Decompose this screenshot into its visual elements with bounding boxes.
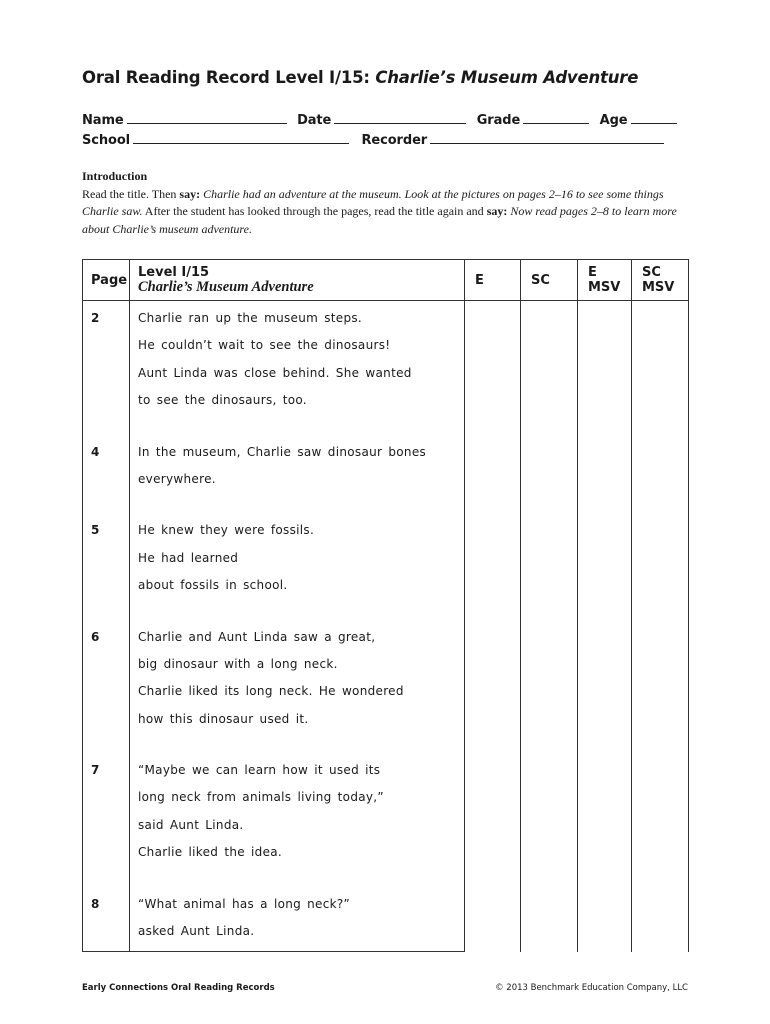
page-title	[82, 68, 638, 87]
page-number: 2	[91, 311, 100, 325]
school-label: School	[82, 133, 131, 148]
page-number: 8	[91, 896, 100, 911]
e-column[interactable]	[465, 301, 521, 952]
text-line: “Maybe we can learn how it used its	[138, 763, 381, 778]
grade-line[interactable]	[523, 112, 589, 124]
grade-label: Grade	[476, 113, 521, 128]
text-line: He knew they were fossils.	[138, 523, 315, 538]
header-sc-msv-line1: SC	[642, 265, 661, 280]
header-sc-msv	[632, 260, 689, 301]
say-label-2: say:	[486, 204, 508, 218]
page-cell	[83, 897, 130, 952]
header-e-msv-line2: MSV	[588, 280, 621, 295]
text-line: Charlie and Aunt Linda saw a great,	[138, 629, 376, 644]
student-info-row	[82, 112, 677, 128]
text-line: In the museum, Charlie saw dinosaur bones	[138, 444, 427, 459]
text-line: Aunt Linda was close behind. She wanted	[138, 365, 412, 380]
page-number: 6	[91, 629, 100, 644]
header-page: Page	[83, 260, 130, 301]
school-line[interactable]	[133, 132, 349, 144]
header-e: E	[465, 260, 521, 301]
intro-instruction-1: Read the title. Then	[82, 186, 180, 201]
intro-quote-1: Charlie had an adventure at the museum. Look at the pictures on pages 2–16 to see some things Charlie saw.	[82, 186, 664, 218]
introduction-text	[82, 186, 682, 239]
header-e-msv-line1: E	[588, 265, 597, 280]
page-cell	[83, 763, 130, 897]
text-line: about fossils in school.	[138, 578, 288, 593]
date-field[interactable]	[297, 112, 466, 128]
header-book-title: Charlie’s Museum Adventure	[138, 279, 314, 295]
page-number: 7	[91, 763, 100, 778]
header-e-msv	[578, 260, 632, 301]
text-line: said Aunt Linda.	[138, 817, 244, 832]
name-label: Name	[82, 113, 124, 128]
date-label: Date	[297, 113, 332, 128]
page-cell	[83, 301, 130, 445]
text-cell	[130, 301, 465, 445]
name-field[interactable]	[82, 112, 287, 128]
age-line[interactable]	[631, 112, 677, 124]
title-book: Charlie’s Museum Adventure	[375, 68, 639, 87]
footer-series-title: Early Connections Oral Reading Records	[82, 983, 275, 993]
name-line[interactable]	[127, 112, 287, 124]
text-line: to see the dinosaurs, too.	[138, 393, 307, 408]
title-main: Oral Reading Record Level I/15:	[82, 68, 376, 87]
text-line: big dinosaur with a long neck.	[138, 656, 338, 671]
text-cell	[130, 523, 465, 629]
header-sc-msv-line2: MSV	[642, 280, 675, 295]
text-cell	[130, 630, 465, 764]
text-line: Charlie liked its long neck. He wondered	[138, 684, 404, 699]
text-line: everywhere.	[138, 471, 216, 486]
intro-quote-2: Now read pages 2–8 to learn more about Charlie’s museum adventure.	[82, 204, 677, 236]
text-cell	[130, 445, 465, 524]
page-cell	[83, 630, 130, 764]
text-line: how this dinosaur used it.	[138, 711, 309, 726]
text-line: “What animal has a long neck?”	[138, 896, 351, 911]
header-level-label: Level I/15	[138, 265, 210, 280]
age-label: Age	[599, 113, 628, 128]
school-info-row	[82, 132, 664, 148]
grade-field[interactable]	[477, 112, 589, 128]
text-line: He had learned	[138, 550, 239, 565]
e-msv-column[interactable]	[578, 301, 632, 952]
say-label-1: say:	[179, 186, 201, 201]
age-field[interactable]	[600, 112, 677, 128]
text-cell	[130, 763, 465, 897]
recorder-label: Recorder	[361, 133, 428, 148]
sc-column[interactable]	[521, 301, 578, 952]
text-line: Charlie liked the idea.	[138, 845, 283, 860]
header-level	[130, 260, 465, 301]
page-cell	[83, 445, 130, 524]
text-line: asked Aunt Linda.	[138, 924, 255, 939]
page-number: 5	[91, 523, 100, 538]
text-line: long neck from animals living today,”	[138, 790, 384, 805]
school-field[interactable]	[82, 132, 349, 148]
text-line: Charlie ran up the museum steps.	[138, 311, 363, 325]
introduction-heading: Introduction	[82, 169, 148, 183]
recorder-field[interactable]	[361, 132, 664, 148]
recorder-line[interactable]	[430, 132, 664, 144]
table-header-row	[83, 260, 689, 301]
date-line[interactable]	[334, 112, 466, 124]
intro-instruction-2: After the student has looked through the pages, read the title again and	[142, 204, 487, 218]
text-cell	[130, 897, 465, 952]
footer-copyright: © 2013 Benchmark Education Company, LLC	[495, 983, 688, 993]
text-line: He couldn’t wait to see the dinosaurs!	[138, 338, 391, 353]
page-number: 4	[91, 444, 100, 459]
header-sc: SC	[521, 260, 578, 301]
sc-msv-column[interactable]	[632, 301, 689, 952]
page-cell	[83, 523, 130, 629]
reading-record-table	[82, 259, 689, 952]
introduction	[82, 168, 682, 238]
table-row	[83, 301, 689, 445]
